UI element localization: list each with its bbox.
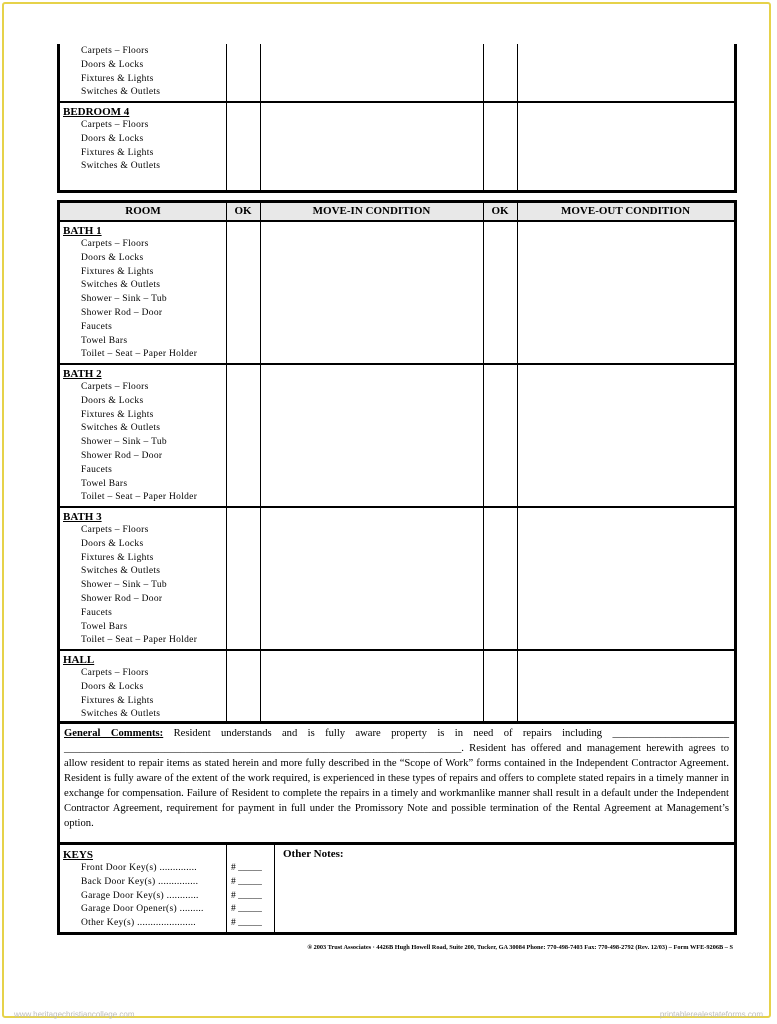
header-move-in: MOVE-IN CONDITION [312,205,431,217]
room-item: Carpets – Floors [81,46,149,56]
room-item: Doors & Locks [81,133,144,144]
header-ok-out: OK [491,205,509,217]
room-item: Doors & Locks [81,252,144,263]
keys-title: KEYS [63,849,93,861]
keys-list [63,848,204,931]
header-room: ROOM [125,205,161,217]
room-bedroom-4 [63,105,223,174]
room-item: Doors & Locks [81,681,144,692]
room-item: Faucets [81,607,113,618]
key-count-field: # _____ [231,904,262,915]
room-item: Faucets [81,321,113,332]
room-item: Shower – Sink – Tub [81,580,167,591]
room-item: Toilet – Seat – Paper Holder [81,492,198,503]
keys-count-column [231,862,262,931]
room-item: Towel Bars [81,621,128,632]
header-ok-in: OK [234,205,252,217]
watermark-left: www.heritagechristiancollege.com [14,1010,135,1019]
room-block [63,224,223,362]
room-block [63,510,223,648]
room-item: Carpets – Floors [81,239,149,249]
header-move-out: MOVE-OUT CONDITION [560,205,691,217]
room-item: Shower Rod – Door [81,450,163,461]
room-item: Fixtures & Lights [81,73,154,84]
room-item: Switches & Outlets [81,566,161,577]
room-item: Fixtures & Lights [81,552,154,563]
room-item: Toilet – Seat – Paper Holder [81,635,198,646]
room-item: Fixtures & Lights [81,266,154,277]
room-item: Carpets – Floors [81,668,149,678]
room-item: Doors & Locks [81,538,144,549]
bedroom-table [57,44,737,193]
room-item: Fixtures & Lights [81,147,154,158]
room-title: BATH 2 [63,368,102,380]
room-item: Doors & Locks [81,395,144,406]
room-item: Carpets – Floors [81,525,149,535]
room-item: Fixtures & Lights [81,409,154,420]
key-item: Garage Door Key(s) ............ [81,890,199,901]
key-count-field: # _____ [231,918,262,929]
other-notes-label: Other Notes: [283,848,344,860]
room-item: Fixtures & Lights [81,695,154,706]
room-item: Switches & Outlets [81,161,161,172]
room-item: Shower Rod – Door [81,307,163,318]
general-comments [64,726,729,831]
key-count-field: # _____ [231,890,262,901]
room-title: BEDROOM 4 [63,106,130,118]
room-item: Switches & Outlets [81,423,161,434]
general-comments-box [57,721,737,845]
comments-text: Resident understands and is fully aware property is in need of repairs including ______________________ ___________________________________________________________________________. Resident has offered and management herewith agrees to allow resident to repair items as stated herein and more fully described in the “Scope of Work” forms contained in the Independent Contractor Agreement. Resident is fully aware of the extent of the work required, is experienced in these types of repairs and offers to complete stated repairs in a timely manner in exchange for compensation. Failure of Resident to complete the repairs in a timely and workmanlike manner shall result in a default under the Independent Contractor Agreement, requirement for payment in full under the Promissory Note and possible termination of the Rental Agreement at Management’s option. [64,728,729,829]
room-item: Shower Rod – Door [81,593,163,604]
room-item: Towel Bars [81,478,128,489]
room-block [63,653,223,722]
room-item: Faucets [81,464,113,475]
room-title: HALL [63,654,95,666]
keys-box [57,842,737,935]
room-item: Towel Bars [81,335,128,346]
room-block [63,367,223,505]
comments-label: General Comments: [64,728,164,739]
room-item: Switches & Outlets [81,280,161,291]
room-item: Switches & Outlets [81,709,161,720]
room-item: Shower – Sink – Tub [81,437,167,448]
room-title: BATH 3 [63,511,102,523]
continued-room-items [63,45,223,100]
key-item: Front Door Key(s) .............. [81,863,197,873]
table-header [60,203,734,222]
room-item: Carpets – Floors [81,120,149,130]
form-footer: ® 2003 Trust Associates · 4426B Hugh Howell Road, Suite 200, Tucker, GA 30084 Phone: 770-498-7403 Fax: 770-498-2792 (Rev. 12/03) – Form WFE-9206B – S [307,944,733,951]
key-item: Garage Door Opener(s) ......... [81,904,204,915]
room-title: BATH 1 [63,225,102,237]
room-item: Switches & Outlets [81,87,161,98]
key-item: Back Door Key(s) ............... [81,876,199,887]
key-item: Other Key(s) ...................... [81,918,196,929]
key-count-field: # _____ [231,863,262,873]
room-item: Toilet – Seat – Paper Holder [81,349,198,360]
room-item: Carpets – Floors [81,382,149,392]
room-item: Doors & Locks [81,59,144,70]
key-count-field: # _____ [231,876,262,887]
watermark-right: printablerealestateforms.com [659,1010,763,1019]
condition-table [57,200,737,724]
room-item: Shower – Sink – Tub [81,294,167,305]
